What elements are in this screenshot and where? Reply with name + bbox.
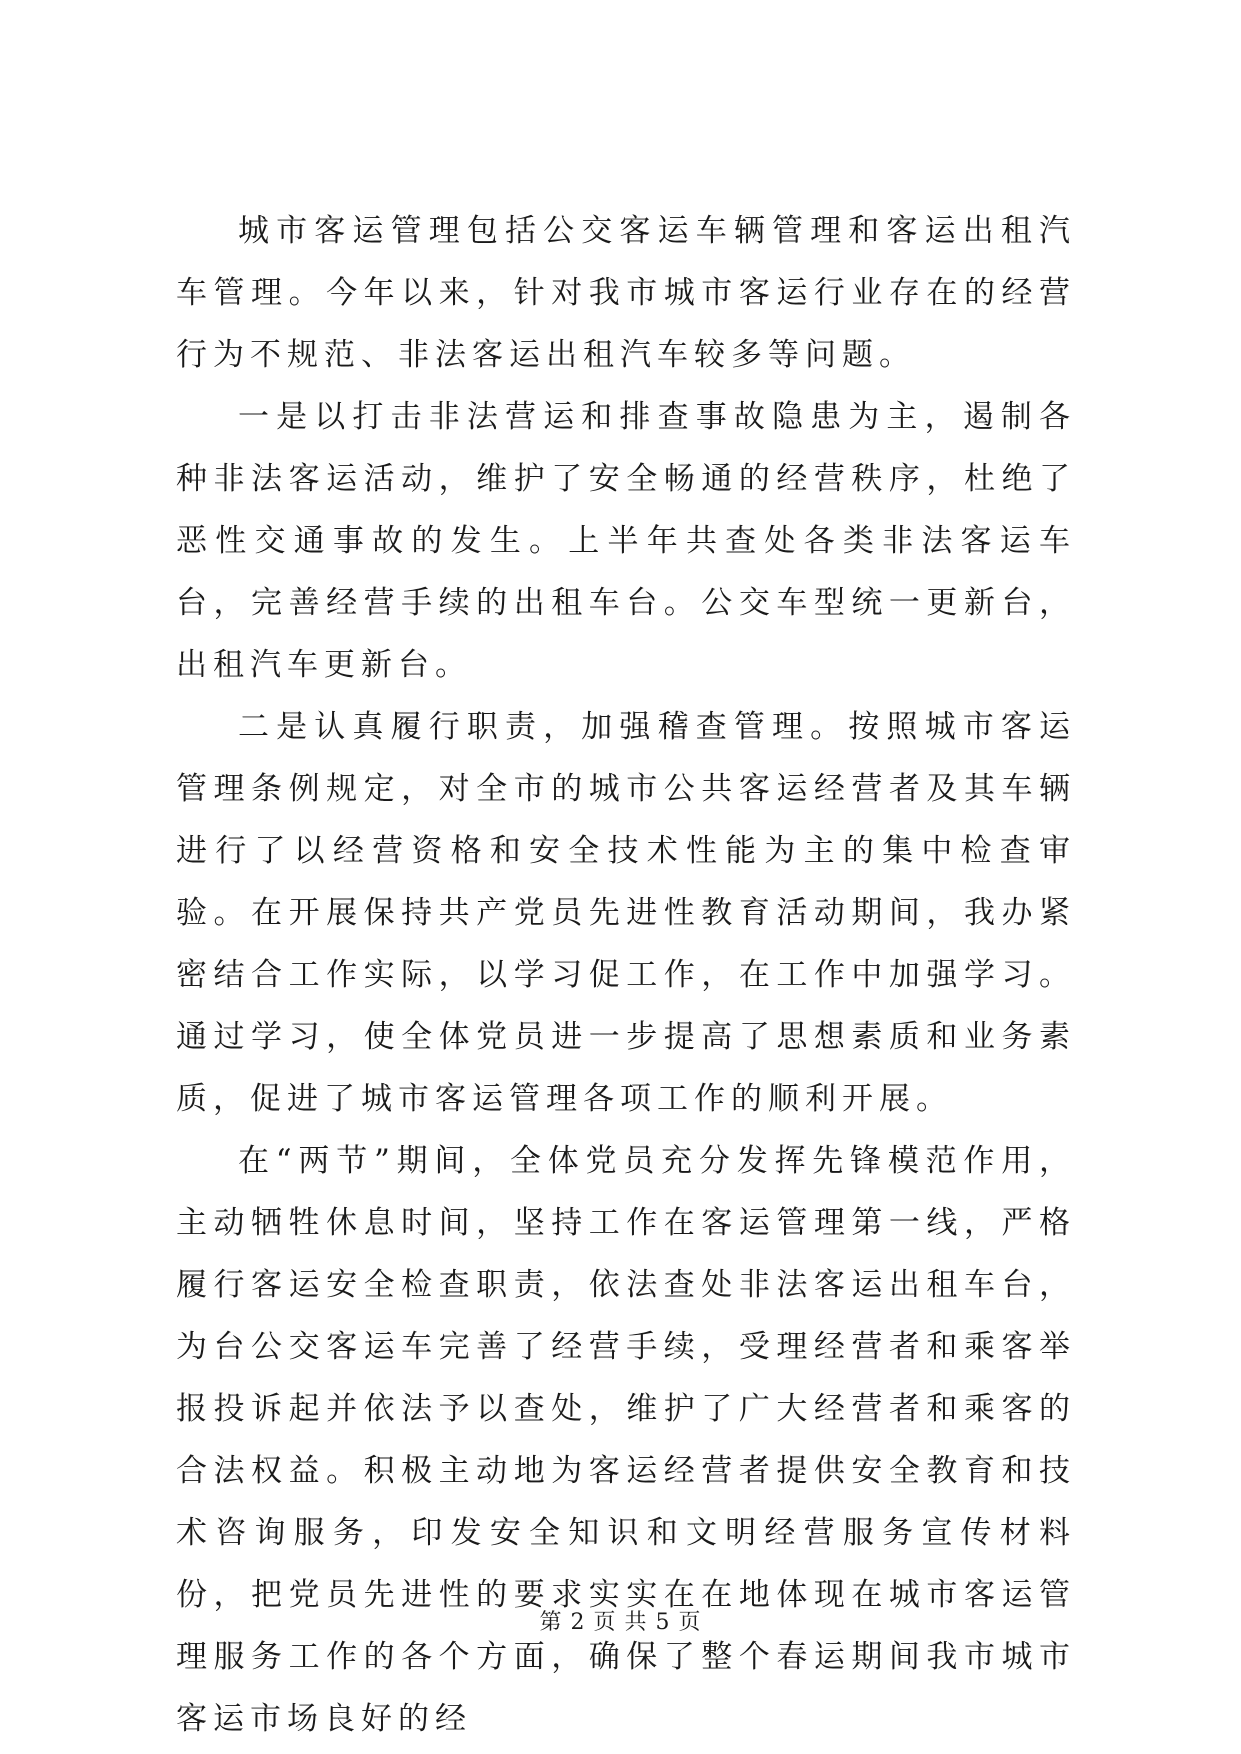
page-number-label: 第 2 页 共 5 页 [539, 1610, 702, 1635]
paragraph-point-one: 一是以打击非法营运和排查事故隐患为主，遏制各种非法客运活动，维护了安全畅通的经营秩序，杜绝了恶性交通事故的发生。上半年共查处各类非法客运车台，完善经营手续的出租车台。公交车型统一更新台，出租汽车更新台。 [176, 399, 1076, 683]
paragraph-holidays: 在“两节”期间，全体党员充分发挥先锋模范作用，主动牺牲休息时间，坚持工作在客运管理第一线，严格履行客运安全检查职责，依法查处非法客运出租车台，为台公交客运车完善了经营手续，受理经营者和乘客举报投诉起并依法予以查处，维护了广大经营者和乘客的合法权益。积极主动地为客运经营者提供安全教育和技术咨询服务，印发安全知识和文明经营服务宣传材料份，把党员先进性的要求实实在在地体现在城市客运管理服务工作的各个方面，确保了整个春运期间我市城市客运市场良好的经 [176, 1143, 1076, 1737]
paragraph-intro: 城市客运管理包括公交客运车辆管理和客运出租汽车管理。今年以来，针对我市城市客运行业存在的经营行为不规范、非法客运出租汽车较多等问题。 [176, 213, 1076, 373]
page-footer [0, 1608, 1241, 1638]
document-body [176, 200, 1076, 1750]
paragraph-point-two: 二是认真履行职责，加强稽查管理。按照城市客运管理条例规定，对全市的城市公共客运经营者及其车辆进行了以经营资格和安全技术性能为主的集中检查审验。在开展保持共产党员先进性教育活动期间，我办紧密结合工作实际，以学习促工作，在工作中加强学习。通过学习，使全体党员进一步提高了思想素质和业务素质，促进了城市客运管理各项工作的顺利开展。 [176, 709, 1076, 1117]
